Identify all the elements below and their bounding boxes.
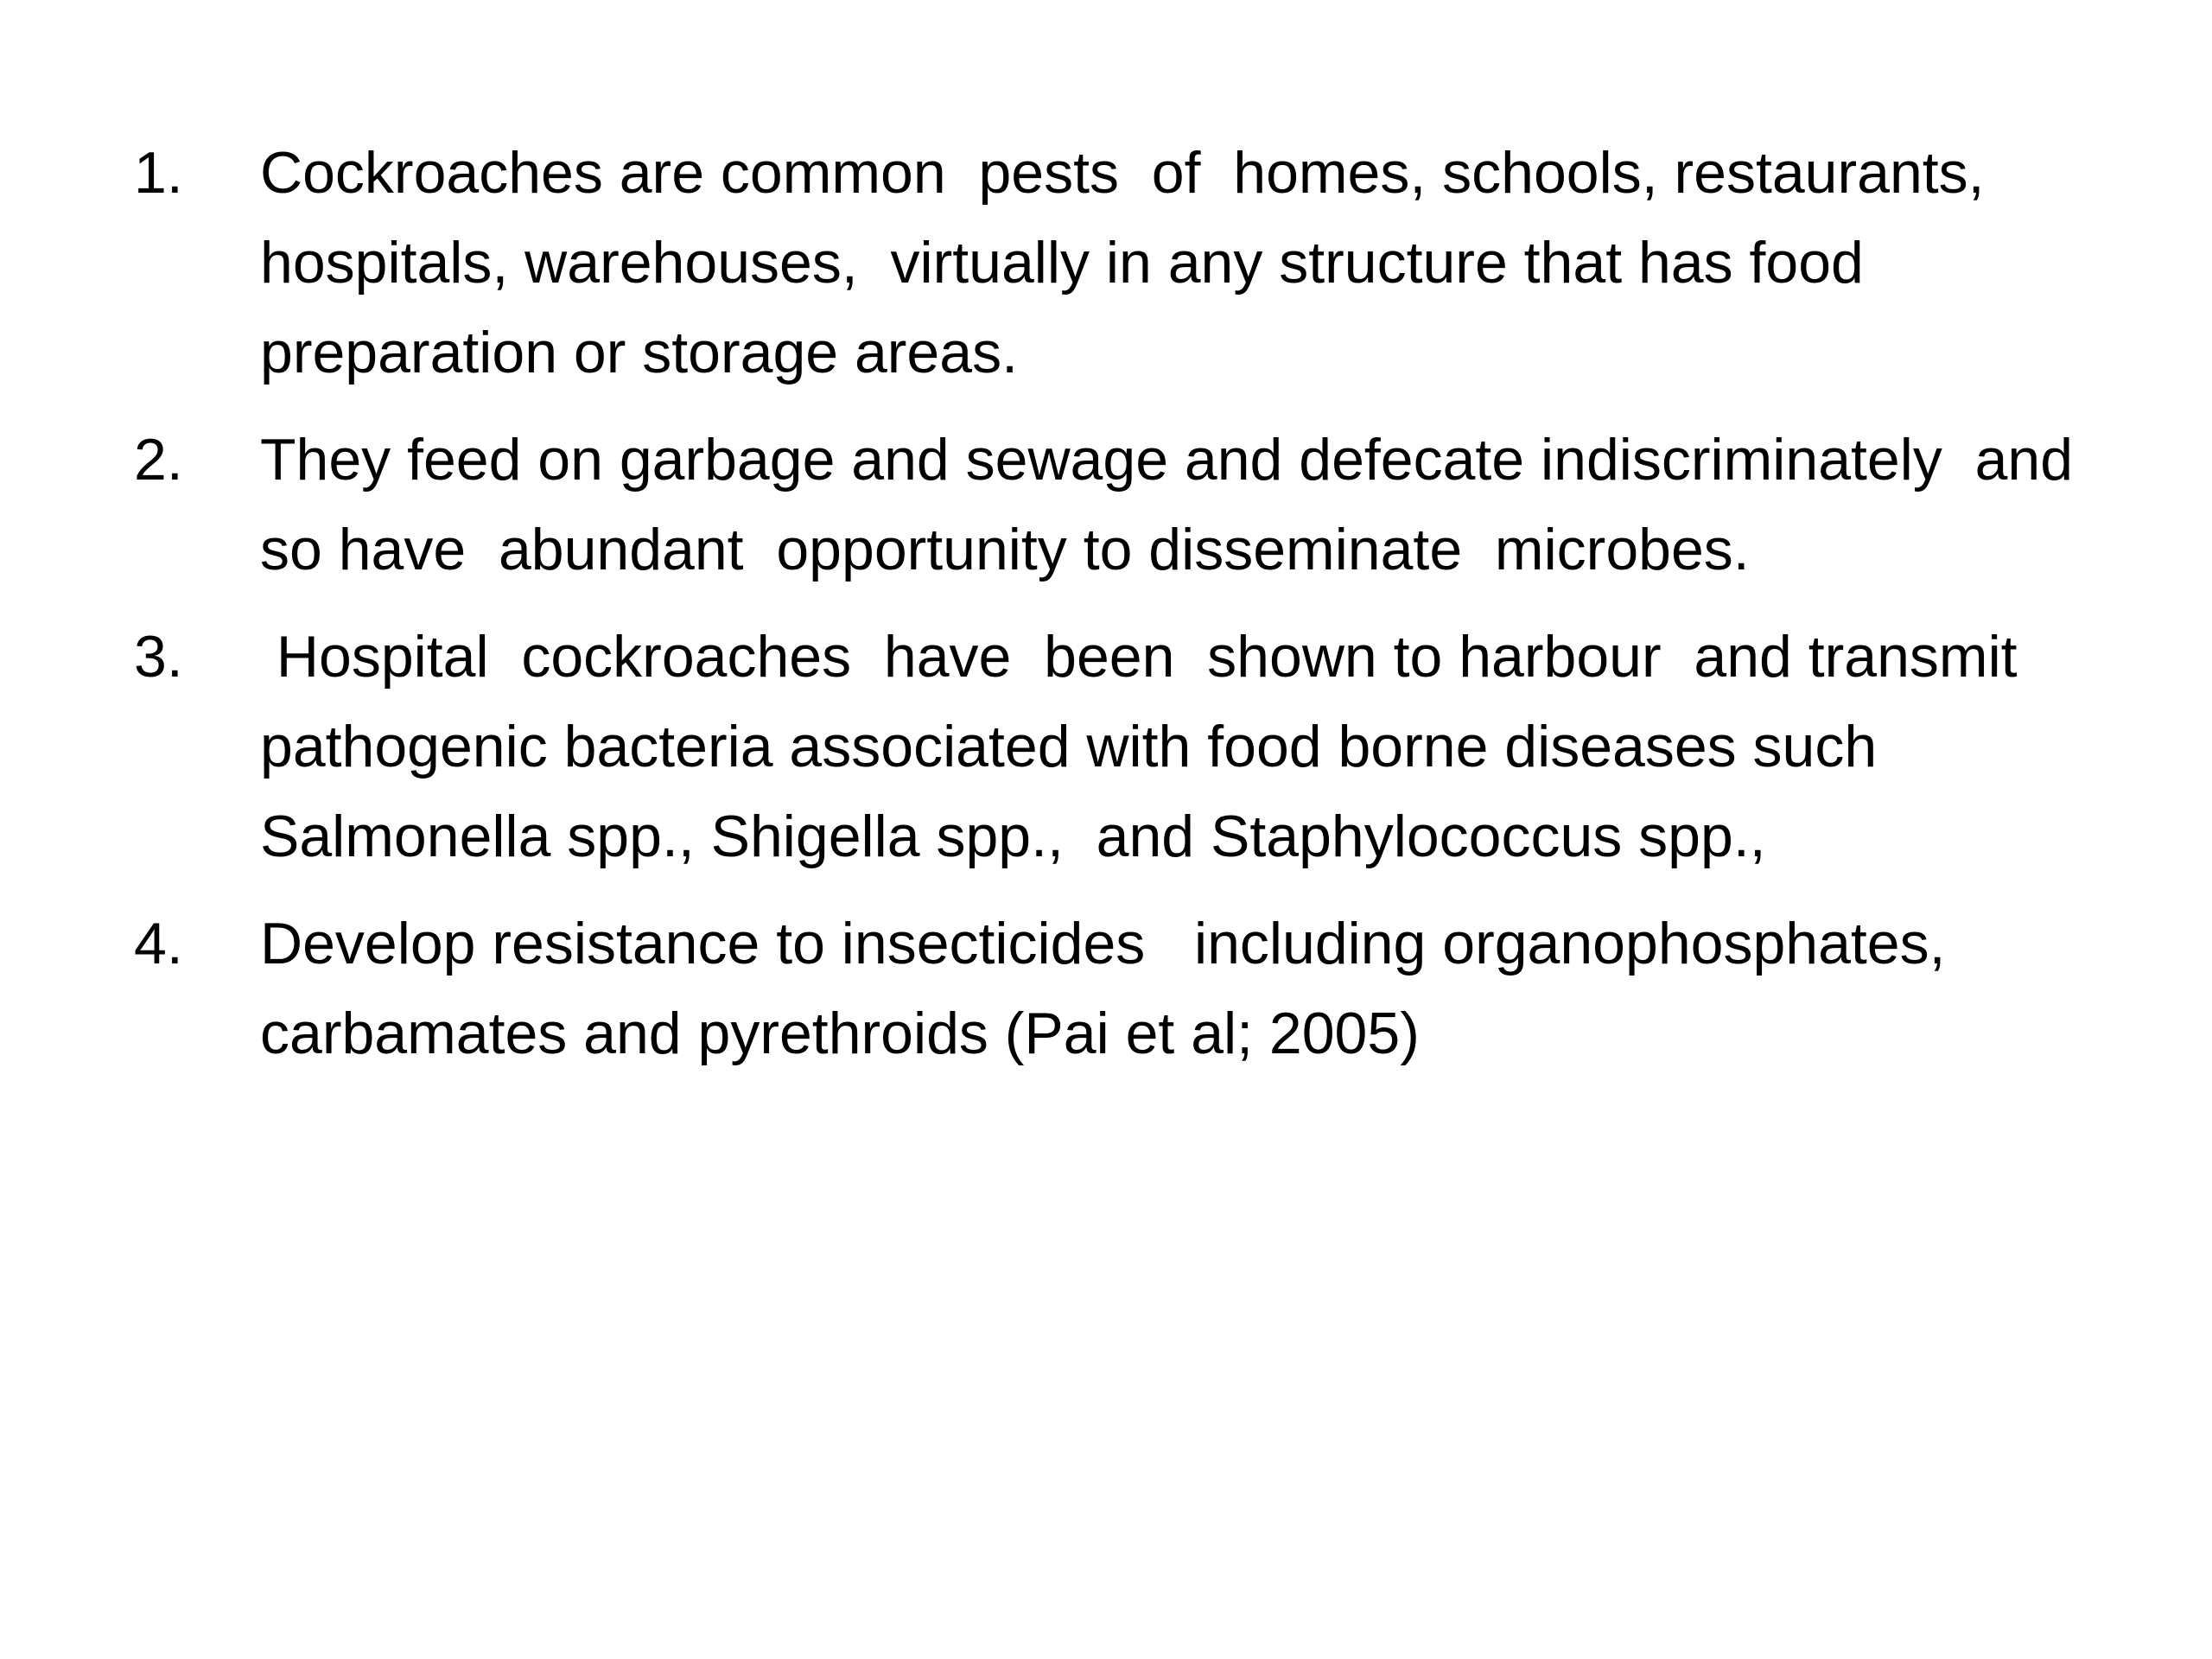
- list-item-text: Develop resistance to insecticides including organophosphates, carbamates and pyrethroids (Pai et al; 2005): [260, 911, 1962, 1066]
- list-item-number: 3.: [134, 624, 183, 690]
- list-item-number: 4.: [134, 911, 183, 976]
- list-item-number: 1.: [134, 140, 183, 206]
- list-item-1: [134, 128, 2139, 397]
- list-item-text: They feed on garbage and sewage and defecate indiscriminately and so have abundant opportunity to disseminate microbes.: [260, 427, 2089, 582]
- list-item-number: 2.: [134, 427, 183, 493]
- list-item-text: Cockroaches are common pests of homes, schools, restaurants, hospitals, warehouses, virtually in any structure that has food preparation or storage areas.: [260, 140, 2001, 385]
- list-item-text: Hospital cockroaches have been shown to harbour and transmit pathogenic bacteria associated with food borne diseases such Salmonella spp., Shigella spp., and Staphylococcus spp.,: [260, 624, 2050, 869]
- list-item-4: [134, 899, 2139, 1078]
- list-item-2: [134, 415, 2139, 594]
- numbered-list: [134, 128, 2139, 1096]
- list-item-3: [134, 612, 2139, 881]
